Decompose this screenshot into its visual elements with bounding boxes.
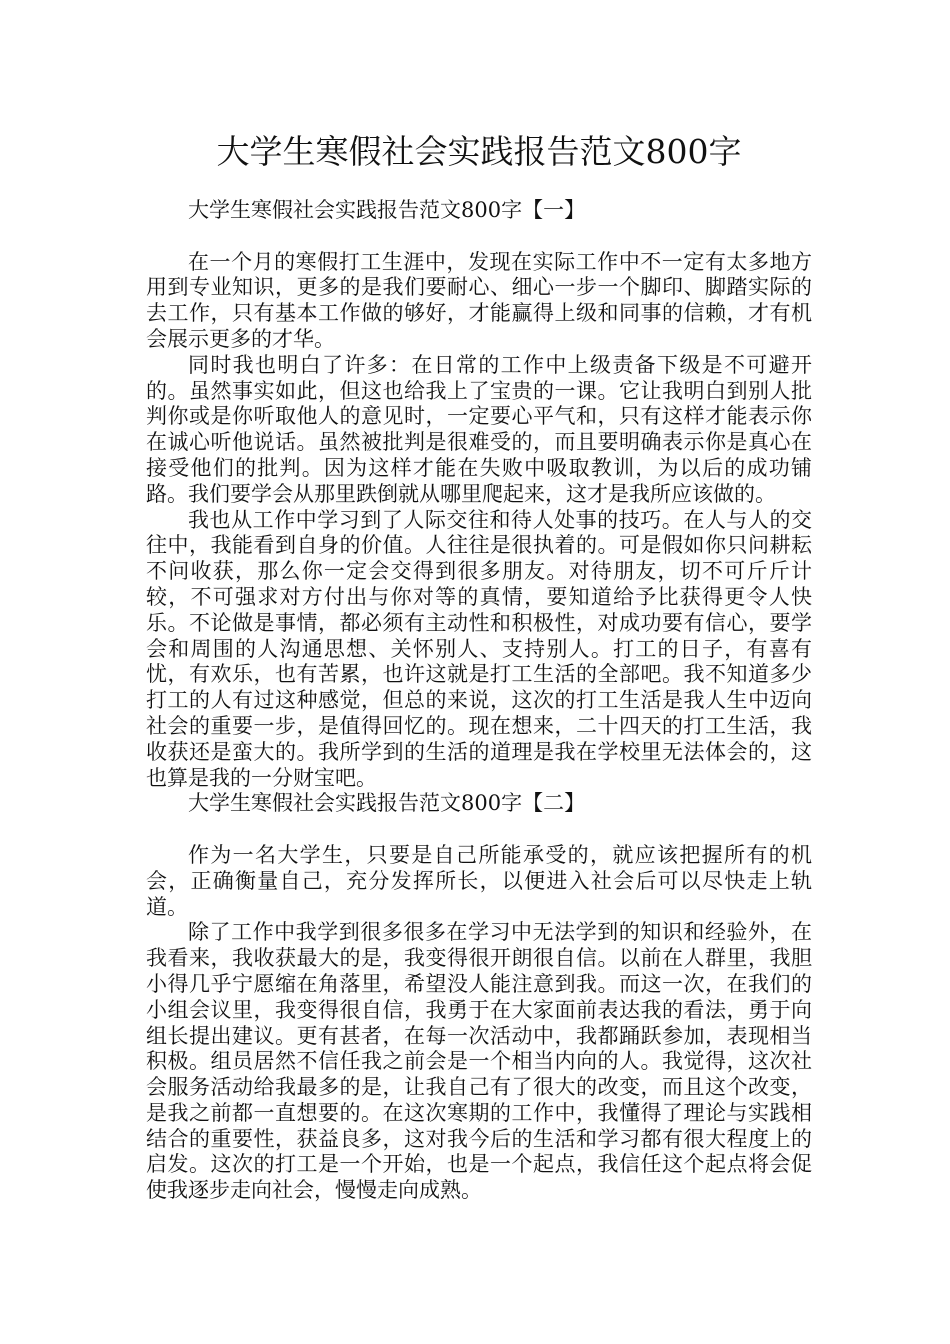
blank-line xyxy=(146,224,812,250)
paragraph: 同时我也明白了许多：在日常的工作中上级责备下级是不可避开的。虽然事实如此，但这也给我上了宝贵的一课。它让我明白到别人批判你或是你听取他人的意见时，一定要心平气和，只有这样才能表示你在诚心听他说话。虽然被批判是很难受的，而且要明确表示你是真心在接受他们的批判。因为这样才能在失败中吸取教训，为以后的成功铺路。我们要学会从那里跌倒就从哪里爬起来，这才是我所应该做的。 xyxy=(146,352,812,506)
paragraph: 除了工作中我学到很多很多在学习中无法学到的知识和经验外，在我看来，我收获最大的是，我变得很开朗很自信。以前在人群里，我胆小得几乎宁愿缩在角落里，希望没人能注意到我。而这一次，在我们的小组会议里，我变得很自信，我勇于在大家面前表达我的看法，勇于向组长提出建议。更有甚者，在每一次活动中，我都踊跃参加，表现相当积极。组员居然不信任我之前会是一个相当内向的人。我觉得，这次社会服务活动给我最多的是，让我自己有了很大的改变，而且这个改变，是我之前都一直想要的。在这次寒期的工作中，我懂得了理论与实践相结合的重要性，获益良多，这对我今后的生活和学习都有很大程度上的启发。这次的打工是一个开始，也是一个起点，我信任这个起点将会促使我逐步走向社会，慢慢走向成熟。 xyxy=(146,920,812,1203)
paragraph: 在一个月的寒假打工生涯中，发现在实际工作中不一定有太多地方用到专业知识，更多的是我们要耐心、细心一步一个脚印、脚踏实际的去工作，只有基本工作做的够好，才能赢得上级和同事的信赖，才有机会展示更多的才华。 xyxy=(146,249,812,351)
document-page xyxy=(146,128,812,1204)
blank-line xyxy=(146,817,812,843)
document-title: 大学生寒假社会实践报告范文800字 xyxy=(216,132,742,171)
paragraph: 我也从工作中学习到了人际交往和待人处事的技巧。在人与人的交往中，我能看到自身的价值。人往往是很执着的。可是假如你只问耕耘不问收获，那么你一定会交得到很多朋友。对待朋友，切不可斤斤计较，不可强求对方付出与你对等的真情，要知道给予比获得更令人快乐。不论做是事情，都必须有主动性和积极性，对成功要有信心，要学会和周围的人沟通思想、关怀别人、支持别人。打工的日子，有喜有忧，有欢乐，也有苦累，也许这就是打工生活的全部吧。我不知道多少打工的人有过这种感觉，但总的来说，这次的打工生活是我人生中迈向社会的重要一步，是值得回忆的。现在想来，二十四天的打工生活，我收获还是蛮大的。我所学到的生活的道理是我在学校里无法体会的，这也算是我的一分财宝吧。 xyxy=(146,507,812,790)
section-heading-2: 大学生寒假社会实践报告范文800字【二】 xyxy=(188,791,586,816)
paragraph: 作为一名大学生，只要是自己所能承受的，就应该把握所有的机会，正确衡量自己，充分发挥所长，以便进入社会后可以尽快走上轨道。 xyxy=(146,842,812,919)
section-heading-1: 大学生寒假社会实践报告范文800字【一】 xyxy=(188,198,586,222)
